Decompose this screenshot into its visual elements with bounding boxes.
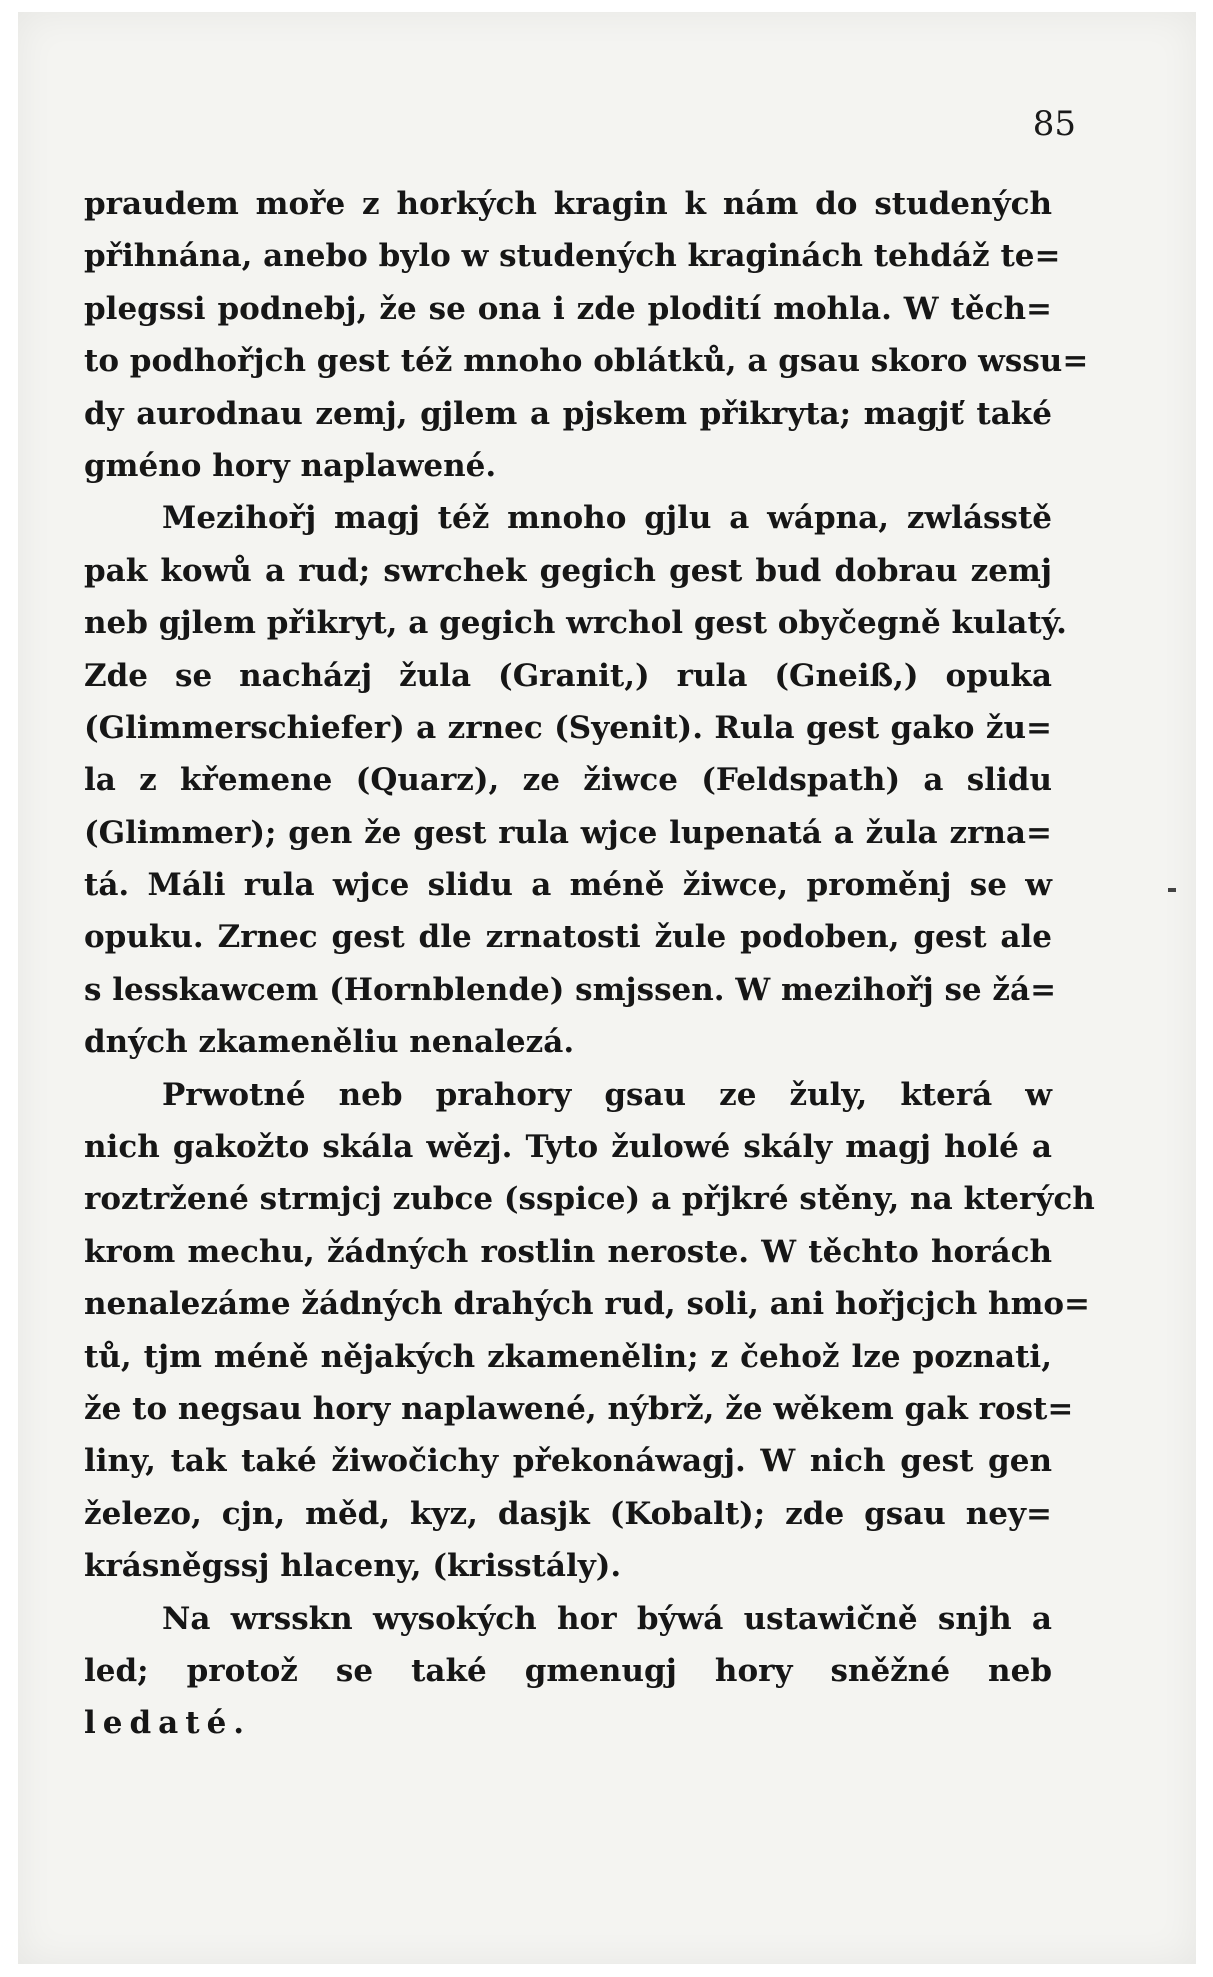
text-line: dných zkameněliu nenalezá. — [84, 1024, 575, 1061]
margin-mark — [1168, 888, 1176, 892]
text-line: dy aurodnau zemj, gjlem a pjskem přikryta; magjť také — [84, 395, 1052, 432]
text-line: praudem moře z horkých kragin k nám do studených — [84, 186, 1052, 222]
text-line: ledaté. — [84, 1705, 252, 1742]
text-line: nich gakožto skála wězj. Tyto žulowé skály magj holé a — [84, 1129, 1052, 1166]
text-line: to podhořjch gest též mnoho oblátků, a gsau skoro wssu= — [84, 343, 1089, 380]
text-line: s lesskawcem (Hornblende) smjssen. W mezihořj se žá= — [84, 971, 1057, 1008]
text-line: nenalezáme žádných drahých rud, soli, ani hořjcjch hmo= — [84, 1286, 1091, 1323]
body-text — [84, 178, 1095, 1750]
text-line: led; protož se také gmenugj hory sněžné neb — [84, 1652, 1052, 1689]
text-line: Zde se nacházj žula (Granit,) rula (Gneiß,) opuka — [84, 657, 1052, 694]
text-line: opuku. Zrnec gest dle zrnatosti žule podoben, gest ale — [84, 919, 1052, 956]
page-number: 85 — [1032, 104, 1076, 144]
text-line: liny, tak také žiwočichy překonáwagj. W nich gest gen — [84, 1443, 1052, 1480]
paragraph-first-line: Na wrsskn wysokých hor býwá ustawičně snjh a — [162, 1600, 1052, 1637]
text-line: tá. Máli rula wjce slidu a méně žiwce, proměnj se w — [84, 867, 1052, 904]
text-line: (Glimmerschiefer) a zrnec (Syenit). Rula gest gako žu= — [84, 709, 1052, 746]
paragraph-first-line: Mezihořj magj též mnoho gjlu a wápna, zwlásstě — [162, 500, 1052, 537]
text-line: krom mechu, žádných rostlin neroste. W těchto horách — [84, 1233, 1052, 1270]
text-line: plegssi podnebj, že se ona i zde plodití mohla. W těch= — [84, 290, 1052, 327]
text-line: gméno hory naplawené. — [84, 447, 497, 484]
paragraph-first-line: Prwotné neb prahory gsau ze žuly, která w — [162, 1076, 1052, 1113]
text-line: železo, cjn, měd, kyz, dasjk (Kobalt); zde gsau ney= — [84, 1495, 1052, 1532]
text-line: la z křemene (Quarz), ze žiwce (Feldspath) a slidu — [84, 762, 1052, 799]
text-line: neb gjlem přikryt, a gegich wrchol gest obyčegně kulatý. — [84, 605, 1067, 642]
text-line: (Glimmer); gen že gest rula wjce lupenatá a žula zrna= — [84, 814, 1052, 851]
text-line: že to negsau hory naplawené, nýbrž, že wěkem gak rost= — [84, 1390, 1074, 1427]
text-line: přihnána, anebo bylo w studených kraginách tehdáž te= — [84, 238, 1061, 275]
text-line: roztržené strmjcj zubce (sspice) a přjkré stěny, na kterých — [84, 1181, 1095, 1218]
text-line: krásněgssj hlaceny, (krisstály). — [84, 1548, 622, 1585]
text-line: tů, tjm méně nějakých zkamenělin; z čehož lze poznati, — [84, 1338, 1052, 1375]
text-line: pak kowů a rud; swrchek gegich gest bud dobrau zemj — [84, 552, 1052, 589]
book-page — [18, 12, 1196, 1964]
